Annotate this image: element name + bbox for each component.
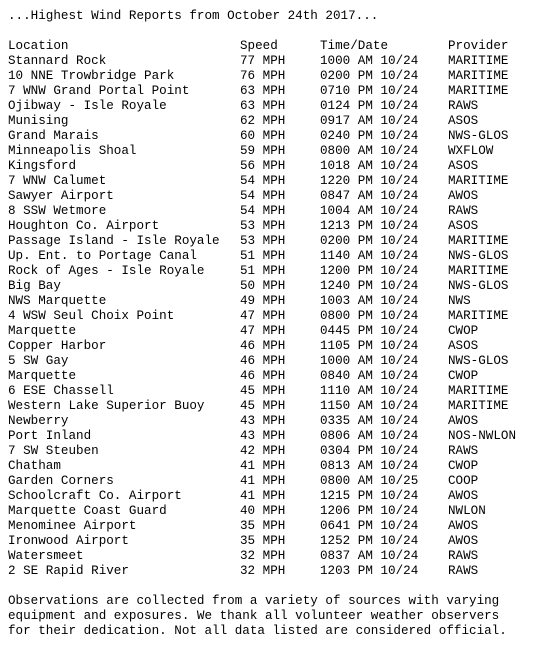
row-location: Ojibway - Isle Royale [8,99,167,113]
row-time-date: 1206 PM 10/24 [320,504,419,518]
row-speed: 40 MPH [240,504,286,518]
footer-line: for their dedication. Not all data listed are considered official. [8,624,507,638]
row-provider: RAWS [448,564,479,578]
row-speed: 49 MPH [240,294,286,308]
row-provider: RAWS [448,444,479,458]
row-time-date: 1003 AM 10/24 [320,294,419,308]
header-speed: Speed [240,39,278,53]
row-provider: CWOP [448,459,479,473]
row-provider: MARITIME [448,174,509,188]
row-time-date: 1004 AM 10/24 [320,204,419,218]
row-time-date: 1220 PM 10/24 [320,174,419,188]
row-speed: 77 MPH [240,54,286,68]
row-speed: 60 MPH [240,129,286,143]
row-speed: 46 MPH [240,339,286,353]
row-location: Munising [8,114,69,128]
row-time-date: 0840 AM 10/24 [320,369,419,383]
row-location: 7 WNW Calumet [8,174,107,188]
row-speed: 41 MPH [240,459,286,473]
row-time-date: 0200 PM 10/24 [320,69,419,83]
row-location: Marquette [8,369,77,383]
row-time-date: 1200 PM 10/24 [320,264,419,278]
row-speed: 63 MPH [240,99,286,113]
row-location: 7 SW Steuben [8,444,99,458]
row-location: Menominee Airport [8,519,137,533]
row-location: 8 SSW Wetmore [8,204,107,218]
header-time-date: Time/Date [320,39,389,53]
row-provider: ASOS [448,339,479,353]
row-location: Grand Marais [8,129,99,143]
row-provider: MARITIME [448,309,509,323]
row-location: 7 WNW Grand Portal Point [8,84,190,98]
row-provider: NWS-GLOS [448,354,509,368]
row-speed: 54 MPH [240,189,286,203]
row-provider: AWOS [448,519,479,533]
row-provider: MARITIME [448,264,509,278]
row-time-date: 1000 AM 10/24 [320,354,419,368]
row-speed: 45 MPH [240,399,286,413]
row-provider: MARITIME [448,234,509,248]
row-provider: MARITIME [448,399,509,413]
footer-line: equipment and exposures. We thank all volunteer weather observers [8,609,500,623]
row-speed: 54 MPH [240,174,286,188]
row-provider: MARITIME [448,84,509,98]
row-location: Big Bay [8,279,61,293]
row-location: Houghton Co. Airport [8,219,160,233]
row-location: 6 ESE Chassell [8,384,114,398]
row-speed: 46 MPH [240,354,286,368]
row-speed: 35 MPH [240,534,286,548]
row-provider: NWLON [448,504,486,518]
row-location: 4 WSW Seul Choix Point [8,309,175,323]
row-time-date: 0800 PM 10/24 [320,309,419,323]
row-time-date: 0445 PM 10/24 [320,324,419,338]
row-time-date: 0800 AM 10/24 [320,144,419,158]
row-speed: 47 MPH [240,324,286,338]
row-time-date: 1000 AM 10/24 [320,54,419,68]
row-time-date: 1150 AM 10/24 [320,399,419,413]
row-time-date: 1110 AM 10/24 [320,384,419,398]
row-location: Marquette Coast Guard [8,504,167,518]
row-speed: 53 MPH [240,219,286,233]
row-speed: 54 MPH [240,204,286,218]
row-time-date: 1140 AM 10/24 [320,249,419,263]
row-time-date: 0304 PM 10/24 [320,444,419,458]
row-provider: AWOS [448,189,479,203]
row-location: Up. Ent. to Portage Canal [8,249,197,263]
row-provider: MARITIME [448,384,509,398]
row-speed: 56 MPH [240,159,286,173]
row-time-date: 0641 PM 10/24 [320,519,419,533]
row-time-date: 1213 PM 10/24 [320,219,419,233]
row-speed: 62 MPH [240,114,286,128]
header-location: Location [8,39,69,53]
row-location: Garden Corners [8,474,114,488]
row-provider: CWOP [448,369,479,383]
row-time-date: 1105 PM 10/24 [320,339,419,353]
row-speed: 63 MPH [240,84,286,98]
row-location: Passage Island - Isle Royale [8,234,220,248]
row-location: NWS Marquette [8,294,107,308]
row-speed: 50 MPH [240,279,286,293]
row-location: Port Inland [8,429,92,443]
row-provider: ASOS [448,114,479,128]
row-time-date: 0806 AM 10/24 [320,429,419,443]
row-provider: AWOS [448,489,479,503]
row-provider: RAWS [448,204,479,218]
row-speed: 42 MPH [240,444,286,458]
row-location: Copper Harbor [8,339,107,353]
row-provider: RAWS [448,549,479,563]
row-time-date: 0837 AM 10/24 [320,549,419,563]
row-speed: 41 MPH [240,474,286,488]
row-time-date: 0813 AM 10/24 [320,459,419,473]
row-location: Watersmeet [8,549,84,563]
row-location: 5 SW Gay [8,354,69,368]
row-location: Marquette [8,324,77,338]
row-speed: 46 MPH [240,369,286,383]
row-location: Minneapolis Shoal [8,144,137,158]
row-speed: 51 MPH [240,249,286,263]
row-location: Newberry [8,414,69,428]
row-speed: 41 MPH [240,489,286,503]
row-provider: WXFLOW [448,144,494,158]
row-time-date: 1240 PM 10/24 [320,279,419,293]
row-time-date: 0240 PM 10/24 [320,129,419,143]
row-location: Rock of Ages - Isle Royale [8,264,205,278]
row-time-date: 0335 AM 10/24 [320,414,419,428]
row-provider: NWS [448,294,471,308]
row-provider: ASOS [448,219,479,233]
row-speed: 47 MPH [240,309,286,323]
row-location: 2 SE Rapid River [8,564,129,578]
row-speed: 76 MPH [240,69,286,83]
row-provider: AWOS [448,534,479,548]
row-provider: NWS-GLOS [448,279,509,293]
row-location: Schoolcraft Co. Airport [8,489,182,503]
row-location: Stannard Rock [8,54,107,68]
report-title: ...Highest Wind Reports from October 24th 2017... [8,9,379,23]
row-location: Sawyer Airport [8,189,114,203]
row-time-date: 0200 PM 10/24 [320,234,419,248]
row-time-date: 1215 PM 10/24 [320,489,419,503]
row-provider: NWS-GLOS [448,129,509,143]
row-speed: 45 MPH [240,384,286,398]
row-provider: COOP [448,474,479,488]
row-time-date: 1252 PM 10/24 [320,534,419,548]
row-provider: MARITIME [448,54,509,68]
row-speed: 51 MPH [240,264,286,278]
row-location: Kingsford [8,159,77,173]
row-provider: NWS-GLOS [448,249,509,263]
table-header [8,39,509,54]
row-time-date: 0124 PM 10/24 [320,99,419,113]
row-provider: CWOP [448,324,479,338]
row-location: Western Lake Superior Buoy [8,399,205,413]
row-time-date: 1203 PM 10/24 [320,564,419,578]
row-speed: 32 MPH [240,564,286,578]
row-time-date: 0800 AM 10/25 [320,474,419,488]
row-speed: 59 MPH [240,144,286,158]
row-time-date: 1018 AM 10/24 [320,159,419,173]
row-provider: RAWS [448,99,479,113]
row-speed: 53 MPH [240,234,286,248]
row-provider: ASOS [448,159,479,173]
row-time-date: 0917 AM 10/24 [320,114,419,128]
row-speed: 35 MPH [240,519,286,533]
row-speed: 43 MPH [240,414,286,428]
row-location: Chatham [8,459,61,473]
row-location: 10 NNE Trowbridge Park [8,69,175,83]
footer-line: Observations are collected from a variety of sources with varying [8,594,500,608]
row-provider: MARITIME [448,69,509,83]
row-time-date: 0710 PM 10/24 [320,84,419,98]
header-provider: Provider [448,39,509,53]
row-speed: 32 MPH [240,549,286,563]
row-speed: 43 MPH [240,429,286,443]
row-time-date: 0847 AM 10/24 [320,189,419,203]
row-location: Ironwood Airport [8,534,129,548]
row-provider: AWOS [448,414,479,428]
row-provider: NOS-NWLON [448,429,517,443]
